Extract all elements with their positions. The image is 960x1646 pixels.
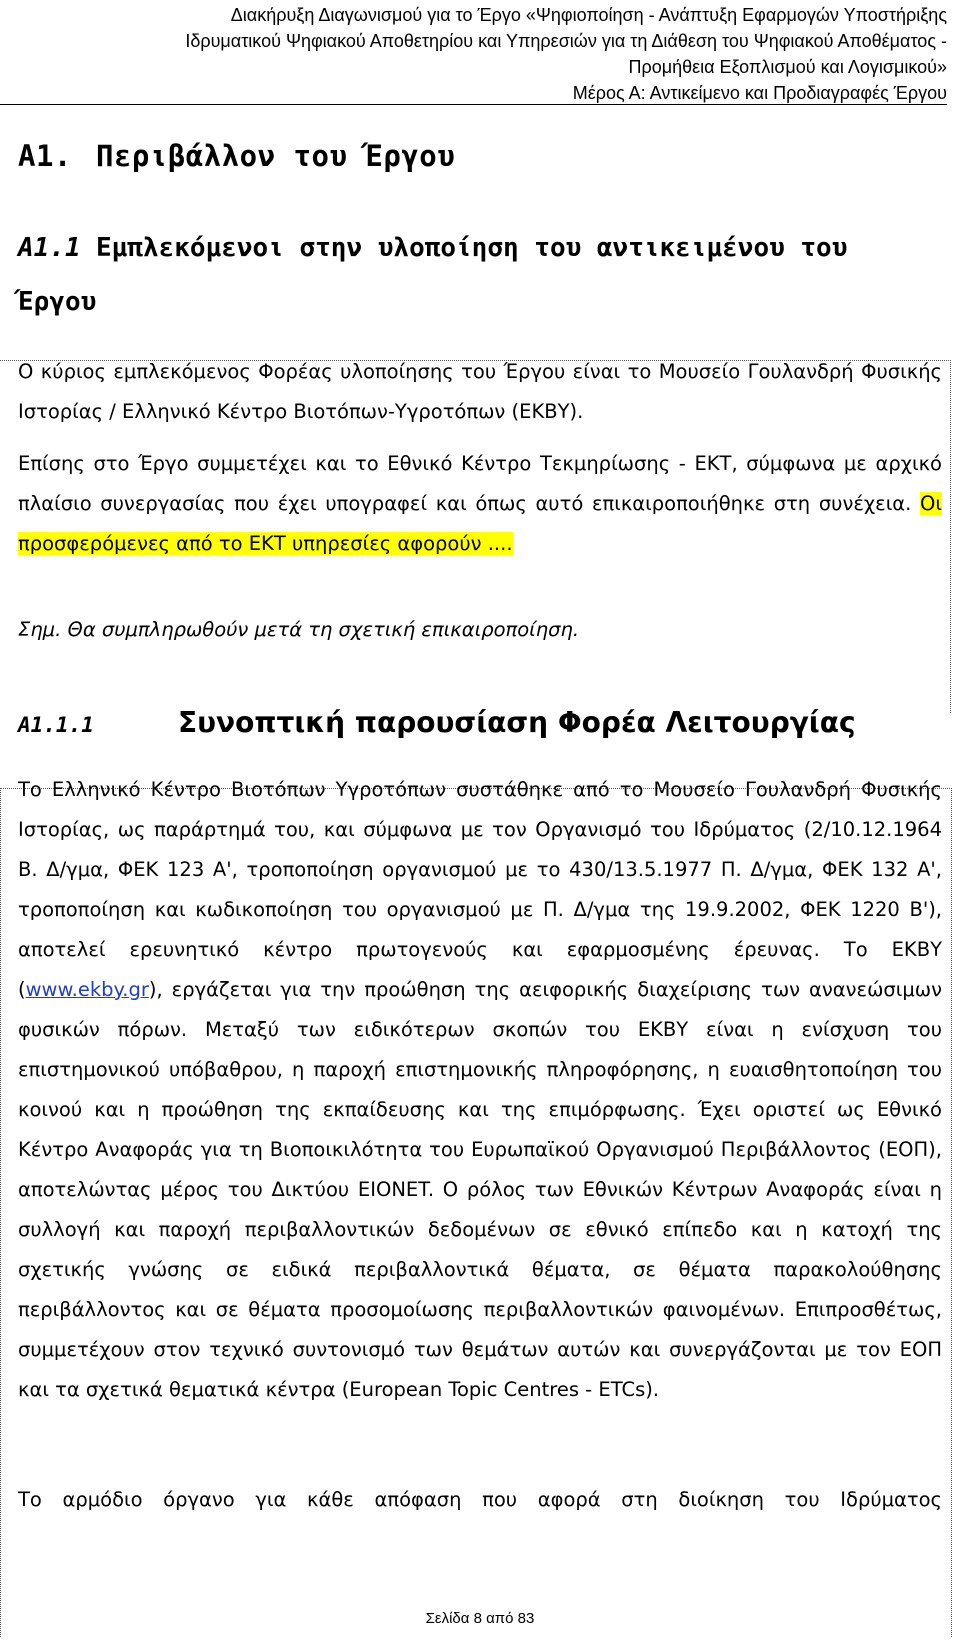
ekby-text-after-link: ), εργάζεται για την προώθηση της αειφορικής διαχείρισης των ανανεώσιμων φυσικών πόρων. Μεταξύ των ειδικότερων σκοπών του ΕΚΒΥ είναι η ενίσχυση του επιστημονικού υπόβαθρου, η παροχή επιστημονικής πληροφόρησης, η ευαισθητοποίηση του κοινού και η προώθηση της εκπαίδευσης και της επιμόρφωσης. Έχει οριστεί ως Εθνικό Κέντρο Αναφοράς για τη Βιοποικιλότητα του Ευρωπαϊκού Οργανισμού Περιβάλλοντος (ΕΟΠ), αποτελώντας μέρος του Δικτύου EIONET. Ο ρόλος των Εθνικών Κέντρων Αναφοράς είναι η συλλογή και παροχή περιβαλλοντικών δεδομένων σε εθνικό επίπεδο και η κατοχή της σχετικής γνώσης σε ειδικά περιβαλλοντικά θέματα, σε θέματα παρακολούθησης περιβάλλοντος και σε θέματα προσομοίωσης περιβαλλοντικών φαινομένων. Επιπροσθέτως, συμμετέχουν στον τεχνικό συντονισμό των θεμάτων αυτών και συνεργάζονται με τον ΕΟΠ και τα σχετικά θεματικά κέντρα (European Topic Centres - ETCs). [18, 978, 942, 1401]
section-heading [18, 136, 455, 176]
paragraph-ekby-description [18, 770, 942, 1410]
subsection-heading [18, 221, 938, 329]
subsection-title: Εμπλεκόμενοι στην υλοποίηση του αντικειμένου του Έργου [18, 233, 848, 317]
subsubsection-title: Συνοπτική παρουσίαση Φορέα Λειτουργίας [178, 706, 856, 739]
ekby-text-before-link: Το Ελληνικό Κέντρο Βιοτόπων Υγροτόπων συστάθηκε από το Μουσείο Γουλανδρή Φυσικής Ιστορίας, ως παράρτημά του, και σύμφωνα με τον Οργανισμό του Ιδρύματος (2/10.12.1964 Β. Δ/γμα, ΦΕΚ 123 Α', τροποποίηση οργανισμού με το 430/13.5.1977 Π. Δ/γμα, ΦΕΚ 132 Α', τροποποίηση και κωδικοποίηση του οργανισμού με Π. Δ/γμα της 19.9.2002, ΦΕΚ 1220 Β'), αποτελεί ερευνητικό κέντρο πρωτογενούς και εφαρμοσμένης έρευνας. Το ΕΚΒΥ ( [18, 778, 942, 1001]
subsection-number: A1.1 [18, 233, 81, 263]
subsubsection-number: A1.1.1 [18, 713, 94, 737]
section-number: A1. [18, 139, 72, 173]
page-number: Σελίδα 8 από 83 [425, 1610, 535, 1627]
header-line-2: Ιδρυματικού Ψηφιακού Αποθετηρίου και Υπηρεσιών για τη Διάθεση του Ψηφιακού Αποθέματος - [185, 31, 947, 51]
paragraph-governing-body: Το αρμόδιο όργανο για κάθε απόφαση που αφορά στη διοίκηση του Ιδρύματος [18, 1488, 942, 1511]
section-title: Περιβάλλον του Έργου [96, 139, 456, 173]
ekby-website-link[interactable]: www.ekby.gr [25, 978, 149, 1001]
subsubsection-heading [18, 706, 938, 739]
highlighted-text: Οι προσφερόμενες από το ΕΚΤ υπηρεσίες αφορούν .... [18, 492, 942, 555]
header-line-4: Μέρος Α: Αντικείμενο και Προδιαγραφές Έργου [572, 83, 947, 103]
header-line-1: Διακήρυξη Διαγωνισμού για το Έργο «Ψηφιοποίηση - Ανάπτυξη Εφαρμογών Υποστήριξης [230, 5, 947, 25]
paragraph-ekt [18, 444, 942, 564]
paragraph-ekt-text: Επίσης στο Έργο συμμετέχει και το Εθνικό Κέντρο Τεκμηρίωσης - ΕΚΤ, σύμφωνα με αρχικό πλαίσιο συνεργασίας που έχει υπογραφεί και όπως αυτό επικαιροποιήθηκε στη συνέχεια. [18, 452, 942, 515]
note-text: Σημ. Θα συμπληρωθούν μετά τη σχετική επικαιροποίηση. [18, 618, 580, 641]
paragraph-main-entity: Ο κύριος εμπλεκόμενος Φορέας υλοποίησης του Έργου είναι το Μουσείο Γουλανδρή Φυσικής Ιστορίας / Ελληνικό Κέντρο Βιοτόπων-Υγροτόπων (ΕΚΒΥ). [18, 360, 942, 423]
header-line-3: Προμήθεια Εξοπλισμού και Λογισμικού» [628, 57, 947, 77]
page-header [0, 0, 947, 105]
